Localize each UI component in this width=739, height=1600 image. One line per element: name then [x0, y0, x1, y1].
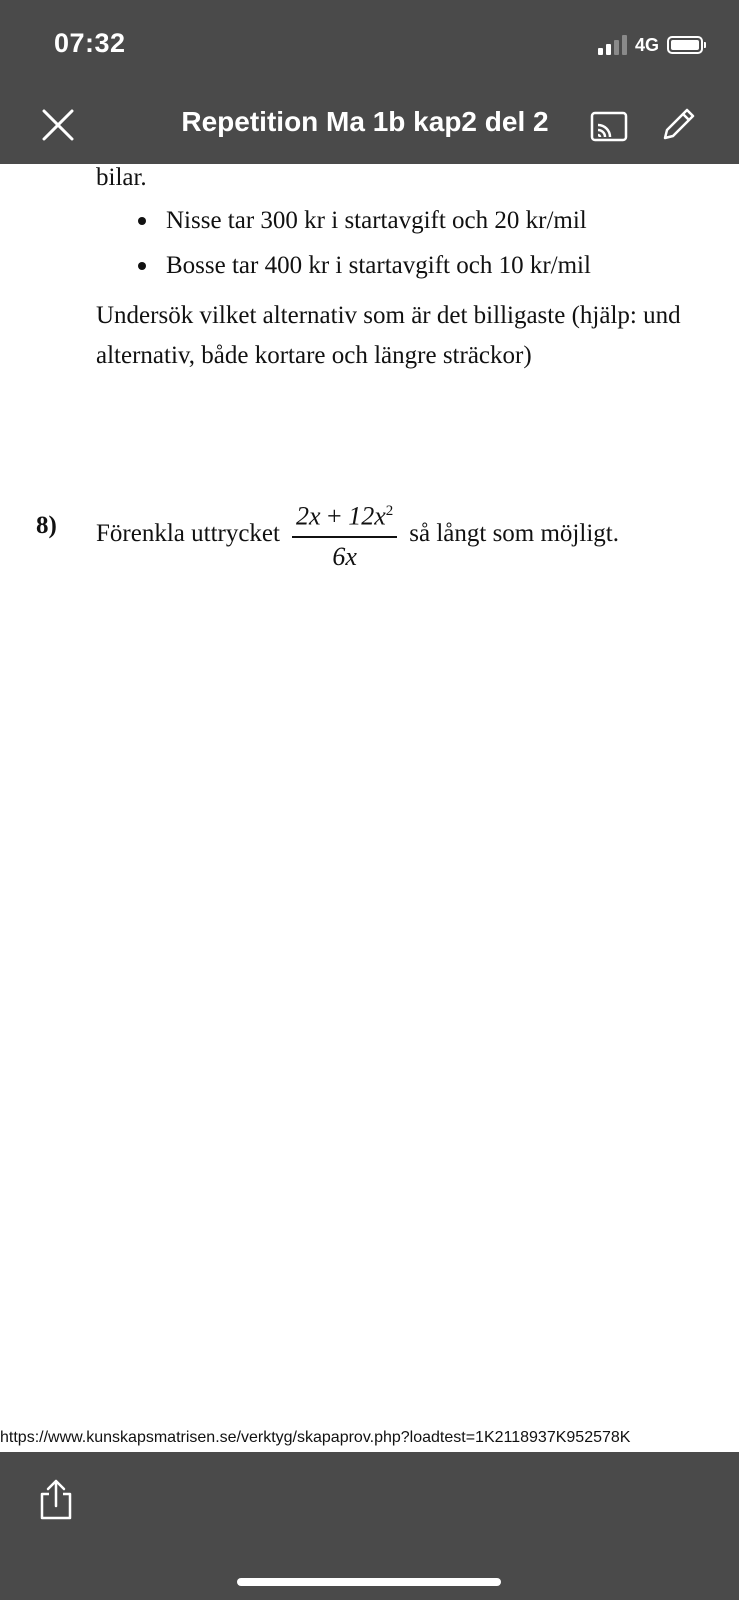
- battery-icon: [667, 36, 703, 54]
- numerator-term-b: 12x: [348, 501, 386, 531]
- close-button[interactable]: [38, 105, 78, 145]
- list-item-text: Nisse tar 300 kr i startavgift och 20 kr/mil: [166, 207, 587, 234]
- status-time: 07:32: [54, 28, 126, 58]
- bottom-toolbar: [0, 1452, 739, 1600]
- fraction-expression: [292, 496, 397, 572]
- top-toolbar: [0, 0, 739, 164]
- question-text: [96, 496, 619, 572]
- fraction-numerator: [292, 496, 397, 532]
- numerator-term-a: 2x: [295, 501, 321, 531]
- question-number: 8): [36, 512, 57, 539]
- close-icon: [38, 105, 78, 145]
- document-title: Repetition Ma 1b kap2 del 2: [181, 106, 549, 137]
- cellular-signal-icon: [598, 35, 627, 55]
- share-icon: [36, 1478, 76, 1522]
- status-indicators: [598, 30, 703, 60]
- home-indicator[interactable]: [237, 1578, 501, 1586]
- bullet-list: [138, 198, 591, 288]
- network-type: 4G: [634, 34, 659, 55]
- numerator-exponent: 2: [385, 503, 394, 519]
- paragraph-line: alternativ, både kortare och längre sträckor): [96, 342, 532, 369]
- numerator-operator: +: [327, 501, 342, 531]
- document-page[interactable]: [0, 164, 739, 1424]
- fraction-denominator: 6x: [332, 541, 357, 571]
- instruction-paragraph: [96, 296, 739, 376]
- list-item-text: Bosse tar 400 kr i startavgift och 10 kr/mil: [166, 252, 591, 279]
- share-button[interactable]: [36, 1478, 76, 1522]
- cast-icon: [590, 110, 628, 144]
- bullet-icon: [138, 262, 146, 270]
- list-item: [138, 243, 591, 288]
- list-item: [138, 198, 591, 243]
- question-text-before: Förenkla uttrycket: [96, 519, 280, 547]
- question-text-after: så långt som möjligt.: [409, 519, 619, 547]
- edit-button[interactable]: [657, 104, 699, 146]
- continued-text: bilar.: [96, 164, 147, 191]
- bullet-icon: [138, 217, 146, 225]
- pencil-icon: [657, 104, 699, 146]
- fraction-bar: [292, 536, 397, 538]
- paragraph-line: Undersök vilket alternativ som är det billigaste (hjälp: und: [96, 302, 681, 329]
- cast-button[interactable]: [590, 110, 628, 144]
- url-footer: https://www.kunskapsmatrisen.se/verktyg/skapaprov.php?loadtest=1K2118937K952578K: [0, 1424, 739, 1452]
